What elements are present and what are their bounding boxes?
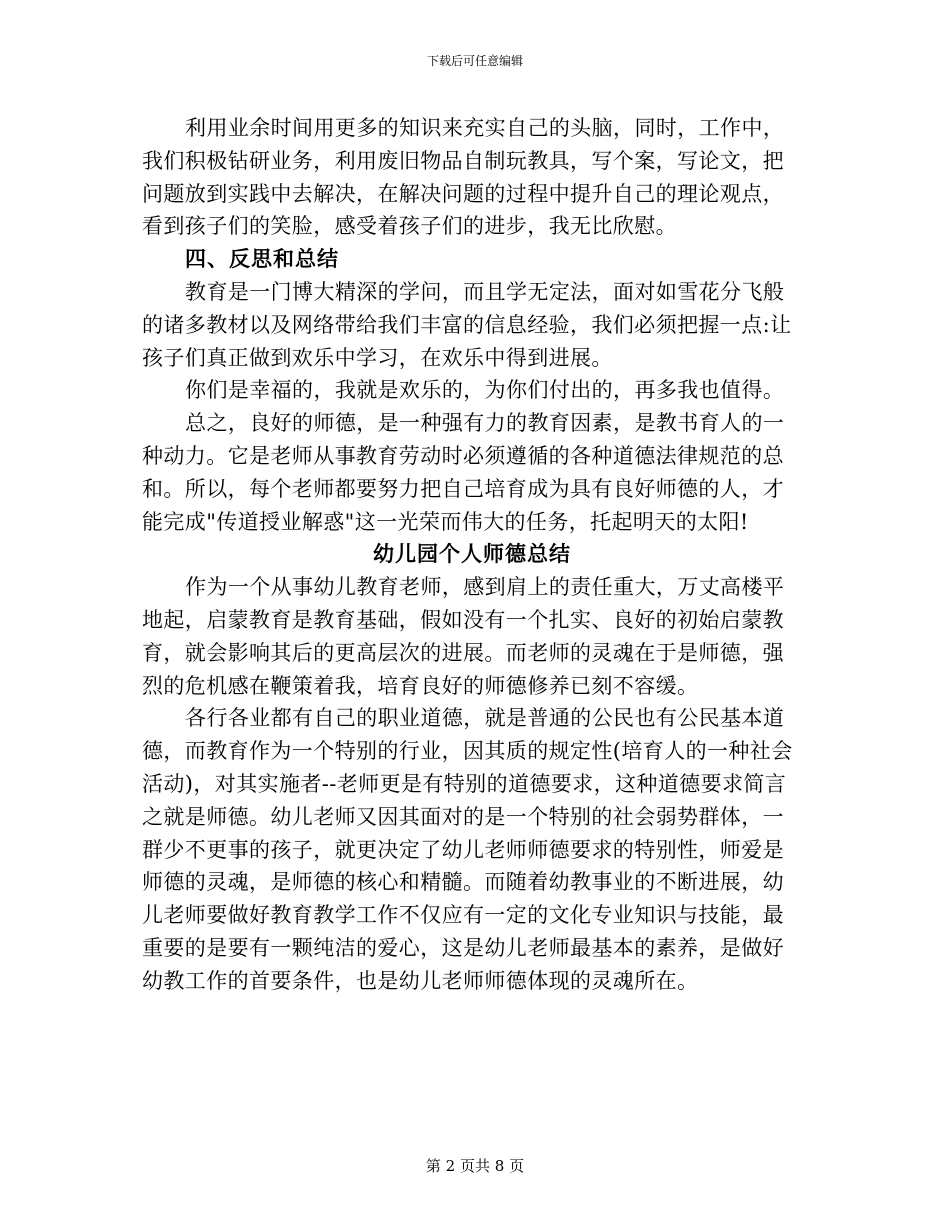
- text-line: 看到孩子们的笑脸，感受着孩子们的进步，我无比欣慰。: [142, 214, 677, 239]
- paragraph-self-study: [142, 112, 802, 243]
- text-line: 各行各业都有自己的职业道德，就是普通的公民也有公民基本道: [185, 706, 785, 731]
- text-line: 作为一个从事幼儿教育老师，感到肩上的责任重大，万丈高楼平: [185, 575, 785, 600]
- text-line: 重要的是要有一颗纯洁的爱心，这是幼儿老师最基本的素养，是做好: [142, 935, 784, 960]
- text-line: 种动力。它是老师从事教育劳动时必须遵循的各种道德法律规范的总: [142, 443, 784, 468]
- text-line: 能完成"传道授业解惑"这一光荣而伟大的任务，托起明天的太阳!: [142, 509, 749, 534]
- text-line: 烈的危机感在鞭策着我，培育良好的师德修养已刻不容缓。: [142, 673, 699, 698]
- document-title: 幼儿园个人师德总结: [373, 541, 571, 567]
- page-footer: 第 2 页共 8 页: [425, 1157, 525, 1175]
- paragraph-happiness: [142, 374, 802, 407]
- text-line: 我们积极钻研业务，利用废旧物品自制玩教具，写个案，写论文，把: [142, 148, 784, 173]
- document-body: [142, 112, 802, 998]
- text-line: 之就是师德。幼儿老师又因其面对的是一个特别的社会弱势群体，一: [142, 804, 784, 829]
- text-line: 教育是一门博大精深的学问，而且学无定法，面对如雪花分飞般: [185, 279, 785, 304]
- text-line: 育，就会影响其后的更高层次的进展。而老师的灵魂在于是师德，强: [142, 640, 784, 665]
- text-line: 活动)，对其实施者--老师更是有特别的道德要求，这种道德要求简言: [142, 771, 787, 796]
- text-line: 利用业余时间用更多的知识来充实自己的头脑，同时，工作中，: [185, 116, 785, 140]
- paragraph-responsibility: [142, 571, 802, 702]
- text-line: 德，而教育作为一个特别的行业，因其质的规定性(培育人的一种社会: [142, 739, 793, 764]
- text-line: 问题放到实践中去解决，在解决问题的过程中提升自己的理论观点，: [142, 181, 784, 206]
- text-line: 师德的灵魂，是师德的核心和精髓。而随着幼教事业的不断进展，幼: [142, 870, 784, 895]
- paragraph-education: [142, 276, 802, 374]
- text-line: 总之，良好的师德，是一种强有力的教育因素，是教书育人的一: [185, 411, 785, 436]
- section-heading: 四、反思和总结: [185, 246, 340, 272]
- paragraph-conclusion: [142, 407, 802, 538]
- text-line: 群少不更事的孩子，就更决定了幼儿老师师德要求的特别性，师爱是: [142, 837, 784, 862]
- text-line: 的诸多教材以及网络带给我们丰富的信息经验，我们必须把握一点:让: [142, 312, 792, 337]
- text-line: 地起，启蒙教育是教育基础，假如没有一个扎实、良好的初始启蒙教: [142, 607, 784, 632]
- text-line: 和。所以，每个老师都要努力把自己培育成为具有良好师德的人，才: [142, 476, 784, 501]
- text-line: 幼教工作的首要条件，也是幼儿老师师德体现的灵魂所在。: [142, 968, 699, 993]
- paragraph-professional-ethics: [142, 702, 802, 997]
- page-header: 下载后可任意编辑: [426, 54, 523, 68]
- text-line: 儿老师要做好教育教学工作不仅应有一定的文化专业知识与技能，最: [142, 903, 784, 928]
- text-line: 孩子们真正做到欢乐中学习，在欢乐中得到进展。: [142, 345, 613, 370]
- text-line: 你们是幸福的，我就是欢乐的，为你们付出的，再多我也值得。: [185, 378, 785, 403]
